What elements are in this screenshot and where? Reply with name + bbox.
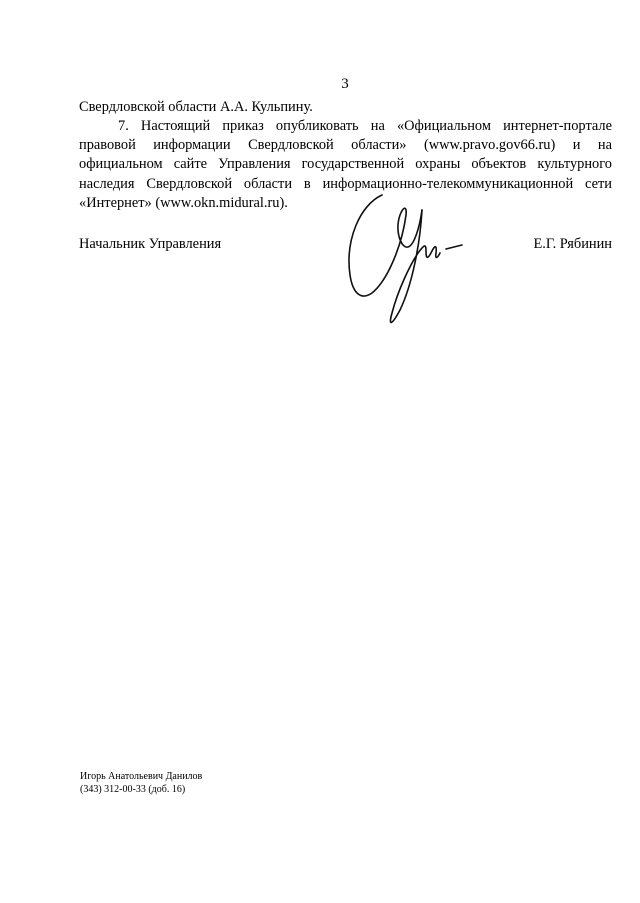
executor-phone: (343) 312-00-33 (доб. 16) [80, 784, 186, 795]
footer-contact [80, 770, 202, 796]
signer-name: Е.Г. Рябинин [533, 236, 612, 252]
handwritten-signature [340, 185, 480, 335]
page-number: 3 [341, 76, 349, 92]
paragraph-7: 7. Настоящий приказ опубликовать на «Официальном интернет-портале правовой информации Свердловской области» (www.pravo.gov66.ru) и на официальном сайте Управления государственной охраны объектов культурного наследия Свердловской области в информационно-телекоммуникационной сети «Интернет» (www.okn.midural.ru). [79, 118, 612, 211]
addressee-line: Свердловской области А.А. Кульпину. [79, 99, 313, 115]
executor-name: Игорь Анатольевич Данилов [80, 771, 203, 782]
signer-position: Начальник Управления [79, 236, 222, 252]
